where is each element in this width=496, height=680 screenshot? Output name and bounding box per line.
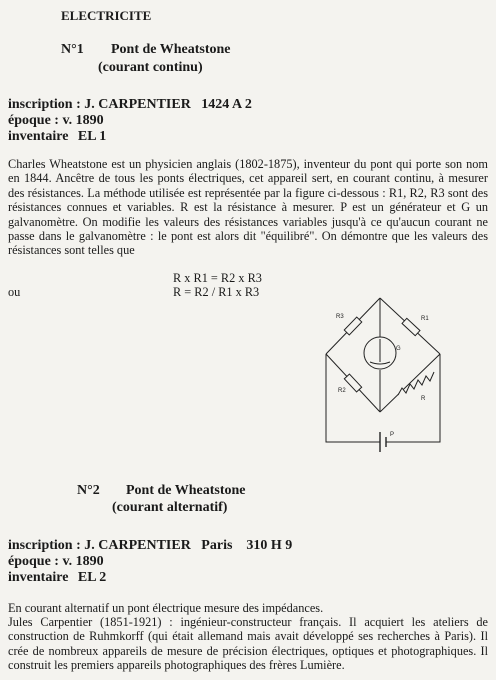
section-heading: ELECTRICITE	[61, 8, 152, 23]
resistor-r3	[344, 317, 362, 335]
right-wire	[390, 354, 440, 442]
item2-para2: Jules Carpentier (1851-1921) : ingénieur-constructeur français. Il acquiert les ateliers de construction de Ruhmkorff (qui était allemand mais avait développé ses recherches à Paris). Il crée de nombreux appareils de mesure de précision électriques, optiques et photographiques. Il construit les premiers appareils photographiques des frères Lumière.	[8, 615, 488, 673]
label-r: R	[421, 396, 426, 402]
item2-epoque-value: v. 1890	[62, 554, 104, 569]
item1-inscription-label: inscription :	[8, 97, 81, 112]
item2-title: Pont de Wheatstone	[126, 483, 246, 498]
item1-inscription-value: J. CARPENTIER 1424 A 2	[84, 97, 252, 112]
wheatstone-bridge-diagram	[318, 292, 458, 452]
resistor-r1	[402, 318, 420, 335]
label-p: P	[390, 432, 395, 438]
item2-inscription-value: J. CARPENTIER Paris 310 H 9	[84, 538, 293, 553]
item2-inventaire-value: EL 2	[77, 570, 107, 585]
item1-title: Pont de Wheatstone	[111, 42, 231, 57]
resistor-r2	[344, 374, 361, 392]
item1-inventaire	[8, 129, 106, 145]
item1-subtitle: (courant continu)	[98, 60, 203, 75]
item1-epoque-value: v. 1890	[62, 113, 104, 128]
resistor-r	[398, 372, 434, 395]
item1-inscription	[8, 97, 252, 113]
item2-epoque	[8, 554, 104, 570]
item1-inventaire-label: inventaire	[8, 129, 69, 144]
formula-2: R = R2 / R1 x R3	[173, 285, 260, 299]
item1-inventaire-value: EL 1	[77, 129, 107, 144]
item2-inscription	[8, 538, 292, 554]
item1-epoque-label: époque :	[8, 113, 59, 128]
label-r2: R2	[338, 388, 346, 394]
item2-epoque-label: époque :	[8, 554, 59, 569]
item2-number: N°2	[77, 483, 100, 498]
item1-epoque	[8, 113, 104, 129]
label-g: G	[396, 346, 401, 352]
item2-subtitle: (courant alternatif)	[112, 500, 228, 515]
item1-description: Charles Wheatstone est un physicien anglais (1802-1875), inventeur du pont qui porte son nom en 1844. Ancêtre de tous les ponts électriques, cet appareil sert, en courant continu, à mesurer des résistances. La méthode utilisée est représentée par la figure ci-dessous : R1, R2, R3 sont des résistances connues et variables. R est la résistance à mesurer. P est un générateur et G un galvanomètre. On modifie les valeurs des résistances variables jusqu'à ce qu'aucun courant ne passe dans le galvanomètre : le pont est alors dit "équilibré". On démontre que les valeurs des résistances sont telles que	[8, 157, 488, 258]
label-r3: R3	[336, 314, 344, 320]
item2-inventaire	[8, 570, 106, 586]
item2-para1: En courant alternatif un pont électrique mesure des impédances.	[8, 601, 324, 615]
item2-inventaire-label: inventaire	[8, 570, 69, 585]
formula-connector: ou	[8, 285, 21, 299]
label-r1: R1	[421, 316, 429, 322]
left-wire	[326, 354, 378, 442]
item1-number: N°1	[61, 42, 84, 57]
item2-inscription-label: inscription :	[8, 538, 81, 553]
formula-1: R x R1 = R2 x R3	[173, 271, 262, 285]
